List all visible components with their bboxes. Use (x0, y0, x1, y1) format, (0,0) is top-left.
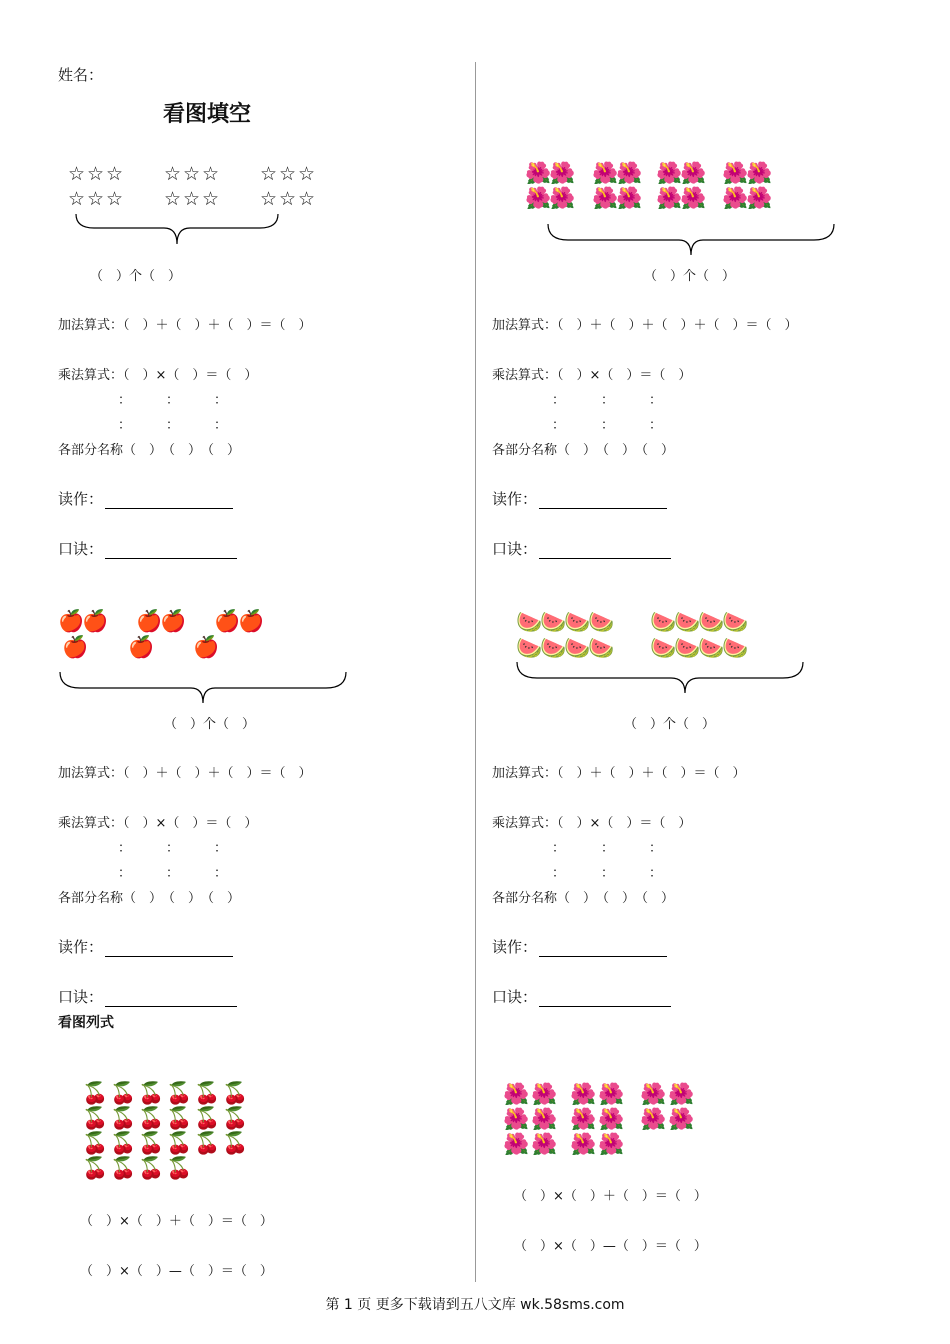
flower-icon: 🌺 (531, 1082, 558, 1106)
read-label: 读作： (58, 490, 104, 508)
star-icon: ☆ (87, 163, 105, 185)
flower-icon: 🌺 (680, 161, 707, 185)
colon-mark: ： (214, 866, 228, 881)
rhyme-label: 口诀： (492, 540, 538, 558)
watermelon-icon: 🍉 (588, 610, 615, 634)
cherry-icon: 🍒 (222, 1106, 249, 1130)
cherry-icon: 🍒 (194, 1131, 221, 1155)
star-icon: ☆ (68, 188, 86, 210)
colon-mark: ： (214, 841, 228, 856)
cherry-icon: 🍒 (166, 1081, 193, 1105)
flower-icon: 🌺 (598, 1132, 625, 1156)
flower-icon: 🌺 (616, 186, 643, 210)
cherry-icon: 🍒 (194, 1081, 221, 1105)
flower-icon: 🌺 (680, 186, 707, 210)
read-blank[interactable] (539, 494, 667, 509)
cherry-icon: 🍒 (82, 1156, 109, 1180)
section-title-2: 看图列式 (58, 1015, 114, 1031)
cherry-icon: 🍒 (82, 1106, 109, 1130)
cherry-icon: 🍒 (110, 1131, 137, 1155)
b4-addition-equation: 加法算式：（ ）＋（ ）＋（ ）＝（ ） (492, 766, 746, 781)
flower-icon: 🌺 (503, 1132, 530, 1156)
b1-multiplication-equation: 乘法算式：（ ）×（ ）＝（ ） (58, 368, 258, 383)
flower-icon: 🌺 (668, 1107, 695, 1131)
flower-icon: 🌺 (746, 161, 773, 185)
rhyme-label: 口诀： (58, 988, 104, 1006)
flower-icon: 🌺 (503, 1107, 530, 1131)
cherry-icon: 🍒 (110, 1106, 137, 1130)
watermelon-icon: 🍉 (722, 636, 749, 660)
cherry-icon: 🍒 (166, 1106, 193, 1130)
rhyme-blank[interactable] (105, 544, 237, 559)
cherry-icon: 🍒 (138, 1081, 165, 1105)
watermelon-icon: 🍉 (650, 610, 677, 634)
colon-mark: ： (214, 393, 228, 408)
cherry-icon: 🍒 (82, 1131, 109, 1155)
cherry-icon: 🍒 (166, 1131, 193, 1155)
cherry-icon: 🍒 (82, 1081, 109, 1105)
colon-mark: ： (649, 841, 663, 856)
b1-rhyme (58, 538, 237, 559)
rhyme-blank[interactable] (539, 992, 671, 1007)
colon-mark: ： (601, 418, 615, 433)
brace-4 (515, 660, 805, 696)
star-icon: ☆ (106, 188, 124, 210)
brace-2 (546, 222, 836, 258)
colon-mark: ： (166, 841, 180, 856)
watermelon-icon: 🍉 (698, 610, 725, 634)
flower-icon: 🌺 (592, 161, 619, 185)
flower-icon: 🌺 (640, 1107, 667, 1131)
b4-multiplication-equation: 乘法算式：（ ）×（ ）＝（ ） (492, 816, 692, 831)
b2-addition-equation: 加法算式：（ ）＋（ ）＋（ ）＋（ ）＝（ ） (492, 318, 798, 333)
watermelon-icon: 🍉 (588, 636, 615, 660)
colon-mark: ： (601, 841, 615, 856)
watermelon-icon: 🍉 (516, 636, 543, 660)
read-label: 读作： (58, 938, 104, 956)
flower-icon: 🌺 (549, 161, 576, 185)
watermelon-icon: 🍉 (722, 610, 749, 634)
apple-icon: 🍎 (82, 609, 109, 633)
flower-icon: 🌺 (616, 161, 643, 185)
watermelon-icon: 🍉 (540, 636, 567, 660)
cherry-icon: 🍒 (138, 1131, 165, 1155)
watermelon-icon: 🍉 (540, 610, 567, 634)
colon-mark: ： (649, 393, 663, 408)
star-icon: ☆ (279, 188, 297, 210)
flower-icon: 🌺 (503, 1082, 530, 1106)
watermelon-icon: 🍉 (564, 610, 591, 634)
b3-addition-equation: 加法算式：（ ）＋（ ）＋（ ）＝（ ） (58, 766, 312, 781)
watermelon-icon: 🍉 (674, 610, 701, 634)
read-blank[interactable] (105, 942, 233, 957)
flower-icon: 🌺 (570, 1107, 597, 1131)
flower-icon: 🌺 (656, 186, 683, 210)
column-divider (475, 62, 476, 1282)
colon-mark: ： (166, 418, 180, 433)
star-icon: ☆ (106, 163, 124, 185)
colon-mark: ： (552, 418, 566, 433)
watermelon-icon: 🍉 (698, 636, 725, 660)
rhyme-label: 口诀： (58, 540, 104, 558)
flower-icon: 🌺 (722, 161, 749, 185)
cherry-icon: 🍒 (138, 1106, 165, 1130)
watermelon-icon: 🍉 (516, 610, 543, 634)
watermelon-icon: 🍉 (674, 636, 701, 660)
star-icon: ☆ (183, 163, 201, 185)
flower-icon: 🌺 (592, 186, 619, 210)
star-icon: ☆ (164, 163, 182, 185)
b4-read-as (492, 936, 667, 957)
colon-mark: ： (214, 418, 228, 433)
rhyme-label: 口诀： (492, 988, 538, 1006)
colon-mark: ： (166, 393, 180, 408)
name-label: 姓名： (58, 66, 104, 84)
b1-group-count: （ ）个（ ） (90, 269, 182, 284)
colon-mark: ： (552, 841, 566, 856)
read-label: 读作： (492, 938, 538, 956)
colon-mark: ： (552, 393, 566, 408)
watermelon-icon: 🍉 (650, 636, 677, 660)
read-label: 读作： (492, 490, 538, 508)
flower-icon: 🌺 (570, 1132, 597, 1156)
flower-icon: 🌺 (598, 1082, 625, 1106)
cherry-icon: 🍒 (110, 1081, 137, 1105)
b2-multiplication-equation: 乘法算式：（ ）×（ ）＝（ ） (492, 368, 692, 383)
flower-icon: 🌺 (598, 1107, 625, 1131)
colon-mark: ： (166, 866, 180, 881)
colon-mark: ： (649, 418, 663, 433)
read-blank[interactable] (105, 494, 233, 509)
b3-read-as (58, 936, 233, 957)
flower-icon: 🌺 (525, 161, 552, 185)
apple-icon: 🍎 (160, 609, 187, 633)
read-blank[interactable] (539, 942, 667, 957)
star-icon: ☆ (183, 188, 201, 210)
flower-icon: 🌺 (549, 186, 576, 210)
cherry-icon: 🍒 (222, 1131, 249, 1155)
flower-icon: 🌺 (525, 186, 552, 210)
colon-mark: ： (601, 866, 615, 881)
star-icon: ☆ (164, 188, 182, 210)
star-icon: ☆ (279, 163, 297, 185)
star-icon: ☆ (202, 188, 220, 210)
b1-part-names: 各部分名称（ ） （ ） （ ） (58, 443, 241, 458)
star-icon: ☆ (298, 188, 316, 210)
flower-icon: 🌺 (640, 1082, 667, 1106)
colon-mark: ： (552, 866, 566, 881)
apple-icon: 🍎 (58, 609, 85, 633)
rhyme-blank[interactable] (539, 544, 671, 559)
flower-icon: 🌺 (570, 1082, 597, 1106)
b2-read-as (492, 488, 667, 509)
b4-group-count: （ ）个（ ） (624, 717, 716, 732)
b2-group-count: （ ）个（ ） (644, 269, 736, 284)
apple-icon: 🍎 (62, 635, 89, 659)
colon-mark: ： (118, 866, 132, 881)
b1-addition-equation: 加法算式：（ ）＋（ ）＋（ ）＝（ ） (58, 318, 312, 333)
rhyme-blank[interactable] (105, 992, 237, 1007)
flower-icon: 🌺 (668, 1082, 695, 1106)
colon-mark: ： (601, 393, 615, 408)
b2-part-names: 各部分名称（ ） （ ） （ ） (492, 443, 675, 458)
cherry-icon: 🍒 (194, 1106, 221, 1130)
b3-group-count: （ ）个（ ） (164, 717, 256, 732)
cherry-icon: 🍒 (166, 1156, 193, 1180)
cherry-equation-1: （ ）×（ ）＋（ ）＝（ ） (80, 1214, 273, 1229)
star-icon: ☆ (260, 188, 278, 210)
star-icon: ☆ (298, 163, 316, 185)
cherry-icon: 🍒 (138, 1156, 165, 1180)
cherry-icon: 🍒 (222, 1081, 249, 1105)
flower-icon: 🌺 (746, 186, 773, 210)
star-icon: ☆ (87, 188, 105, 210)
b2-rhyme (492, 538, 671, 559)
colon-mark: ： (118, 418, 132, 433)
star-icon: ☆ (68, 163, 86, 185)
apple-icon: 🍎 (193, 635, 220, 659)
watermelon-icon: 🍉 (564, 636, 591, 660)
b4-rhyme (492, 986, 671, 1007)
flower-icon: 🌺 (656, 161, 683, 185)
colon-mark: ： (118, 841, 132, 856)
b1-read-as (58, 488, 233, 509)
page-title: 看图填空 (163, 102, 252, 127)
brace-1 (74, 212, 280, 248)
star-icon: ☆ (260, 163, 278, 185)
b4-part-names: 各部分名称（ ） （ ） （ ） (492, 891, 675, 906)
flower-equation-2: （ ）×（ ）—（ ）＝（ ） (514, 1239, 707, 1254)
star-icon: ☆ (202, 163, 220, 185)
apple-icon: 🍎 (238, 609, 265, 633)
flower-icon: 🌺 (531, 1132, 558, 1156)
colon-mark: ： (118, 393, 132, 408)
b3-multiplication-equation: 乘法算式：（ ）×（ ）＝（ ） (58, 816, 258, 831)
apple-icon: 🍎 (136, 609, 163, 633)
flower-icon: 🌺 (531, 1107, 558, 1131)
brace-3 (58, 670, 348, 706)
b3-rhyme (58, 986, 237, 1007)
page-footer: 第 1 页 更多下载请到五八文库 wk.58sms.com (325, 1297, 625, 1313)
flower-equation-1: （ ）×（ ）＋（ ）＝（ ） (514, 1189, 707, 1204)
colon-mark: ： (649, 866, 663, 881)
apple-icon: 🍎 (214, 609, 241, 633)
flower-icon: 🌺 (722, 186, 749, 210)
apple-icon: 🍎 (128, 635, 155, 659)
b3-part-names: 各部分名称（ ） （ ） （ ） (58, 891, 241, 906)
cherry-equation-2: （ ）×（ ）—（ ）＝（ ） (80, 1264, 273, 1279)
cherry-icon: 🍒 (110, 1156, 137, 1180)
